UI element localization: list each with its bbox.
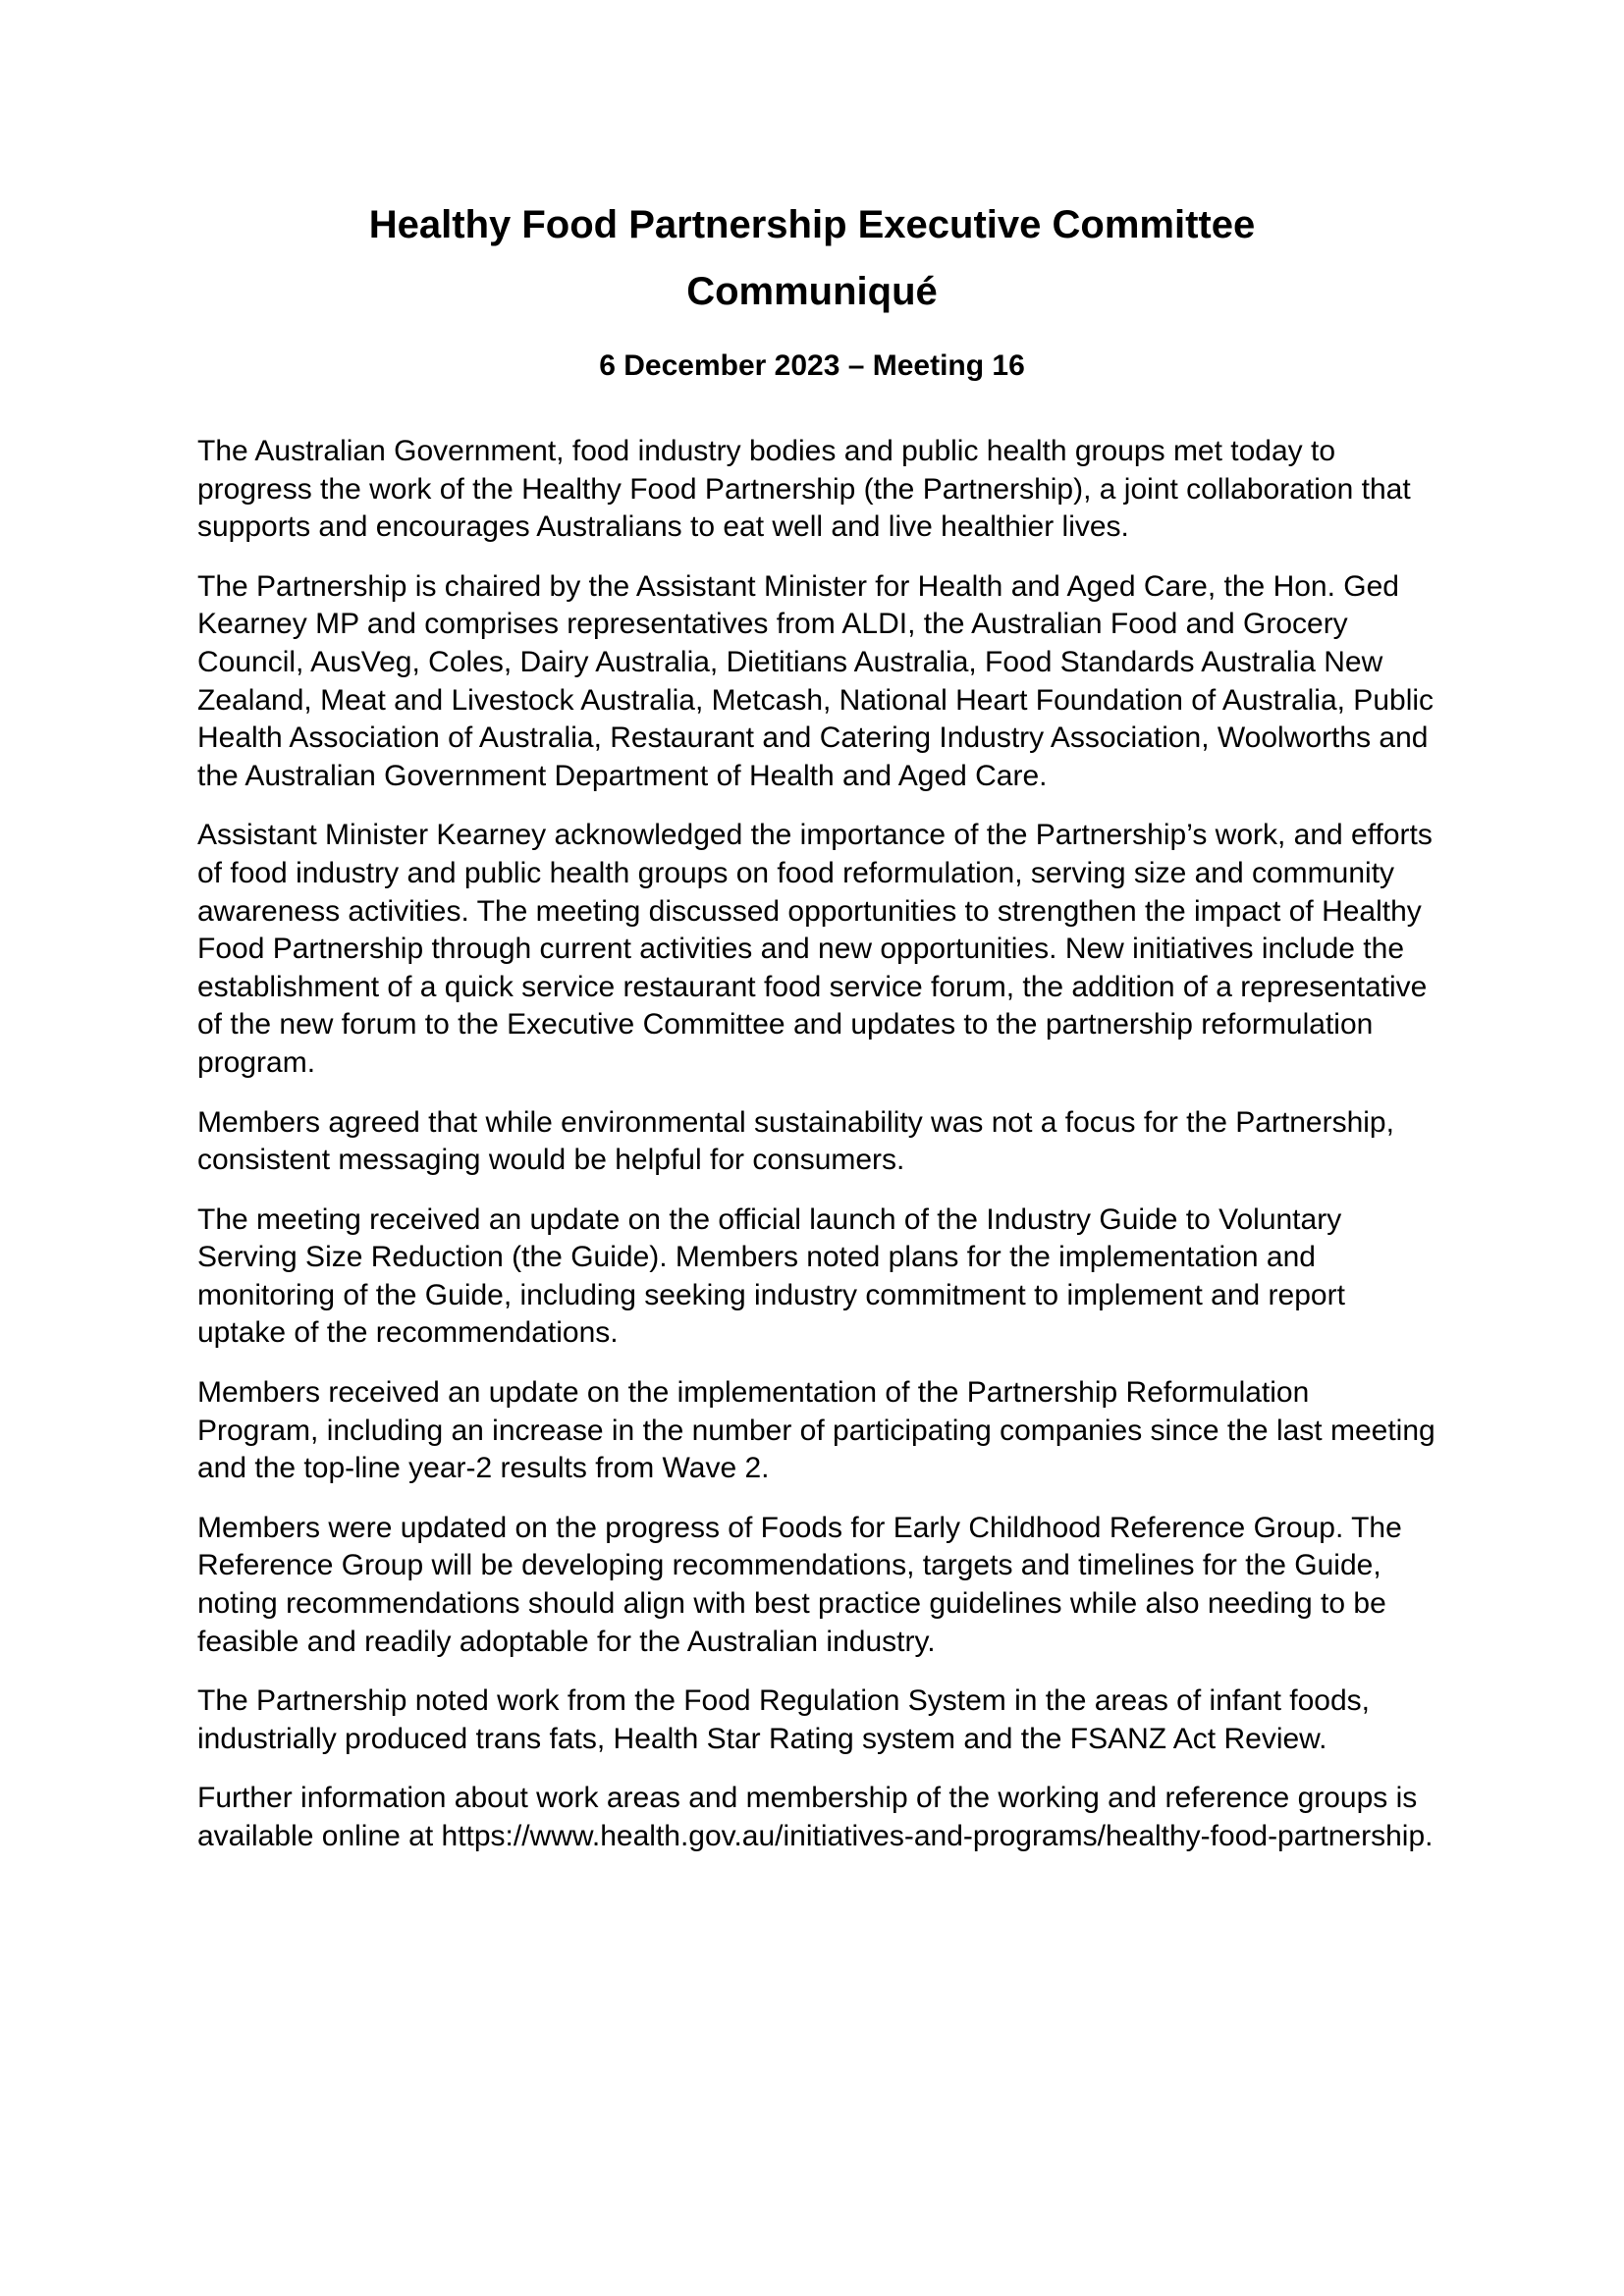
- meeting-date: 6 December 2023 – Meeting 16: [599, 349, 1025, 382]
- paragraph-early-childhood: Members were updated on the progress of Foods for Early Childhood Reference Group. The Reference Group will be developing recommendations, targets and timelines for the Guide, noting recommendations should align with best practice guidelines while also needing to be feasible and readily adoptable for the Australian industry.: [197, 1511, 1402, 1658]
- paragraph-regulation: The Partnership noted work from the Food Regulation System in the areas of infant foods, industrially produced trans fats, Health Star Rating system and the FSANZ Act Review.: [197, 1684, 1370, 1755]
- paragraph-further-info: Further information about work areas and membership of the working and reference groups is available online at https://www.health.gov.au/initiatives-and-programs/healthy-food-partnership.: [197, 1782, 1434, 1852]
- paragraph-sustainability: Members agreed that while environmental sustainability was not a focus for the Partnership, consistent messaging would be helpful for consumers.: [197, 1105, 1394, 1177]
- paragraph-intro: The Australian Government, food industry bodies and public health groups met today to progress the work of the Healthy Food Partnership (the Partnership), a joint collaboration that supports and encourages Australians to eat well and live healthier lives.: [197, 435, 1411, 544]
- document-body: [197, 433, 1436, 1878]
- paragraph-minister: Assistant Minister Kearney acknowledged the importance of the Partnership’s work, and efforts of food industry and public health groups on food reformulation, serving size and community awareness activities. The meeting discussed opportunities to strengthen the impact of Healthy Food Partnership through current activities and new opportunities. New initiatives include the establishment of a quick service restaurant food service forum, the addition of a representative of the new forum to the Executive Committee and updates to the partnership reformulation program.: [197, 819, 1433, 1079]
- paragraph-reformulation: Members received an update on the implementation of the Partnership Reformulation Program, including an increase in the number of participating companies since the last meeting and the top-line year-2 results from Wave 2.: [197, 1376, 1435, 1485]
- paragraph-serving-size: The meeting received an update on the official launch of the Industry Guide to Voluntary Serving Size Reduction (the Guide). Members noted plans for the implementation and monitoring of the Guide, including seeking industry commitment to implement and report uptake of the recommendations.: [197, 1202, 1345, 1350]
- paragraph-membership: The Partnership is chaired by the Assistant Minister for Health and Aged Care, the Hon. Ged Kearney MP and comprises representatives from ALDI, the Australian Food and Grocery Council, AusVeg, Coles, Dairy Australia, Dietitians Australia, Food Standards Australia New Zealand, Meat and Livestock Australia, Metcash, National Heart Foundation of Australia, Public Health Association of Australia, Restaurant and Catering Industry Association, Woolworths and the Australian Government Department of Health and Aged Care.: [197, 569, 1435, 792]
- title-line-1: Healthy Food Partnership Executive Committee: [368, 203, 1256, 246]
- page-title: [196, 191, 1428, 325]
- title-line-2: Communiqué: [686, 270, 938, 313]
